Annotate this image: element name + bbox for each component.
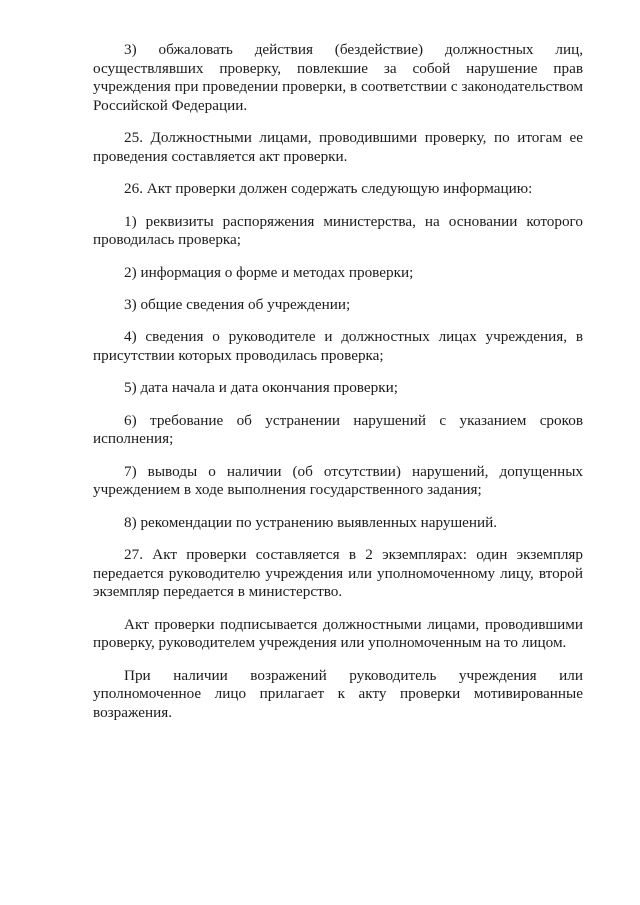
paragraph-appeal-rights: 3) обжаловать действия (бездействие) должностных лиц, осуществлявших проверку, повлекшие за собой нарушение прав учреждения при проведении проверки, в соответствии с законодательством Российской Федерации. xyxy=(93,41,583,114)
list-item-3: 3) общие сведения об учреждении; xyxy=(124,295,351,313)
paragraph-25: 25. Должностными лицами, проводившими проверку, по итогам ее проведения составляется акт проверки. xyxy=(93,129,583,165)
list-item-8: 8) рекомендации по устранению выявленных нарушений. xyxy=(124,513,498,531)
list-item-5: 5) дата начала и дата окончания проверки; xyxy=(124,379,398,397)
paragraph-26: 26. Акт проверки должен содержать следующую информацию: xyxy=(124,180,533,198)
list-item-4: 4) сведения о руководителе и должностных лицах учреждения, в присутствии которых проводилась проверка; xyxy=(93,328,583,364)
paragraph-objections: При наличии возражений руководитель учреждения или уполномоченное лицо прилагает к акту проверки мотивированные возражения. xyxy=(93,666,583,721)
document-body xyxy=(93,41,583,736)
list-item-2: 2) информация о форме и методах проверки; xyxy=(124,263,414,281)
paragraph-signing: Акт проверки подписывается должностными лицами, проводившими проверку, руководителем учреждения или уполномоченным на то лицом. xyxy=(93,615,583,652)
list-item-7: 7) выводы о наличии (об отсутствии) нарушений, допущенных учреждением в ходе выполнения государственного задания; xyxy=(93,462,583,499)
list-item-1: 1) реквизиты распоряжения министерства, на основании которого проводилась проверка; xyxy=(93,212,583,249)
list-item-6: 6) требование об устранении нарушений с указанием сроков исполнения; xyxy=(93,411,583,448)
paragraph-27: 27. Акт проверки составляется в 2 экземплярах: один экземпляр передается руководителю учреждения или уполномоченному лицу, второй экземпляр передается в министерство. xyxy=(93,546,583,601)
